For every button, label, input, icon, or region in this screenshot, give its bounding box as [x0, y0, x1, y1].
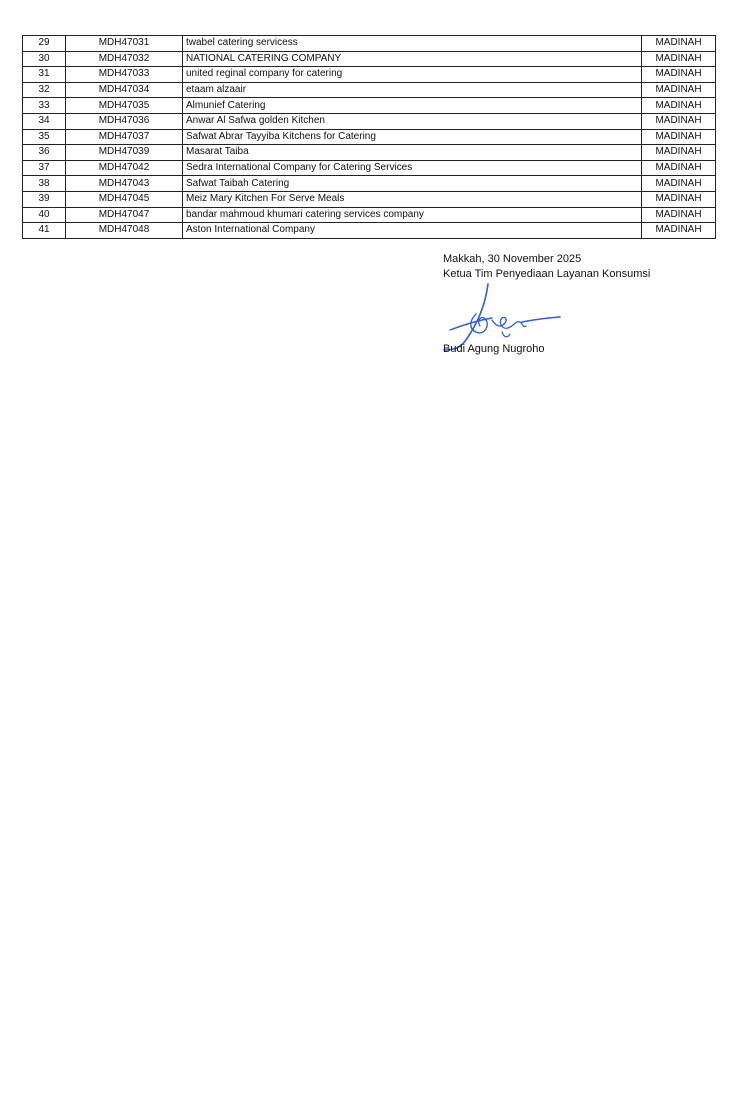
caterer-name-cell: Sedra International Company for Catering Services — [183, 160, 642, 176]
table-row — [23, 113, 716, 129]
city-cell: MADINAH — [642, 160, 716, 176]
city-cell: MADINAH — [642, 51, 716, 67]
caterer-name-cell: bandar mahmoud khumari catering services company — [183, 207, 642, 223]
caterer-code-cell: MDH47048 — [66, 223, 183, 239]
caterer-name-cell: Aston International Company — [183, 223, 642, 239]
signer-position: Ketua Tim Penyediaan Layanan Konsumsi — [443, 268, 651, 280]
city-cell: MADINAH — [642, 191, 716, 207]
caterer-code-cell: MDH47031 — [66, 36, 183, 52]
caterer-name-cell: Anwar Al Safwa golden Kitchen — [183, 113, 642, 129]
city-cell: MADINAH — [642, 145, 716, 161]
caterer-table — [22, 35, 716, 239]
city-cell: MADINAH — [642, 98, 716, 114]
table-row — [23, 145, 716, 161]
row-number-cell: 38 — [23, 176, 66, 192]
table-row — [23, 207, 716, 223]
table-row — [23, 176, 716, 192]
table-row — [23, 129, 716, 145]
city-cell: MADINAH — [642, 176, 716, 192]
table-row — [23, 67, 716, 83]
table-row — [23, 51, 716, 67]
city-cell: MADINAH — [642, 129, 716, 145]
caterer-name-cell: Masarat Taiba — [183, 145, 642, 161]
row-number-cell: 31 — [23, 67, 66, 83]
caterer-name-cell: Meiz Mary Kitchen For Serve Meals — [183, 191, 642, 207]
table-row — [23, 82, 716, 98]
city-cell: MADINAH — [642, 223, 716, 239]
city-cell: MADINAH — [642, 67, 716, 83]
table-row — [23, 36, 716, 52]
row-number-cell: 36 — [23, 145, 66, 161]
caterer-name-cell: Safwat Abrar Tayyiba Kitchens for Catering — [183, 129, 642, 145]
caterer-code-cell: MDH47043 — [66, 176, 183, 192]
caterer-code-cell: MDH47036 — [66, 113, 183, 129]
signer-name: Budi Agung Nugroho — [443, 343, 545, 355]
caterer-code-cell: MDH47035 — [66, 98, 183, 114]
table-row — [23, 98, 716, 114]
caterer-code-cell: MDH47032 — [66, 51, 183, 67]
row-number-cell: 39 — [23, 191, 66, 207]
city-cell: MADINAH — [642, 36, 716, 52]
table-row — [23, 191, 716, 207]
caterer-name-cell: Safwat Taibah Catering — [183, 176, 642, 192]
signature-header — [443, 252, 723, 282]
caterer-code-cell: MDH47047 — [66, 207, 183, 223]
row-number-cell: 40 — [23, 207, 66, 223]
caterer-name-cell: twabel catering servicess — [183, 36, 642, 52]
caterer-code-cell: MDH47034 — [66, 82, 183, 98]
caterer-name-cell: etaam alzaair — [183, 82, 642, 98]
caterer-code-cell: MDH47042 — [66, 160, 183, 176]
row-number-cell: 30 — [23, 51, 66, 67]
row-number-cell: 32 — [23, 82, 66, 98]
table-row — [23, 223, 716, 239]
caterer-code-cell: MDH47033 — [66, 67, 183, 83]
city-cell: MADINAH — [642, 113, 716, 129]
caterer-table-body — [23, 36, 716, 239]
caterer-name-cell: Almunief Catering — [183, 98, 642, 114]
caterer-name-cell: NATIONAL CATERING COMPANY — [183, 51, 642, 67]
caterer-code-cell: MDH47037 — [66, 129, 183, 145]
place-date: Makkah, 30 November 2025 — [443, 253, 582, 265]
row-number-cell: 35 — [23, 129, 66, 145]
caterer-code-cell: MDH47039 — [66, 145, 183, 161]
caterer-code-cell: MDH47045 — [66, 191, 183, 207]
row-number-cell: 34 — [23, 113, 66, 129]
city-cell: MADINAH — [642, 82, 716, 98]
row-number-cell: 33 — [23, 98, 66, 114]
city-cell: MADINAH — [642, 207, 716, 223]
row-number-cell: 37 — [23, 160, 66, 176]
row-number-cell: 41 — [23, 223, 66, 239]
table-row — [23, 160, 716, 176]
row-number-cell: 29 — [23, 36, 66, 52]
caterer-name-cell: united reginal company for catering — [183, 67, 642, 83]
